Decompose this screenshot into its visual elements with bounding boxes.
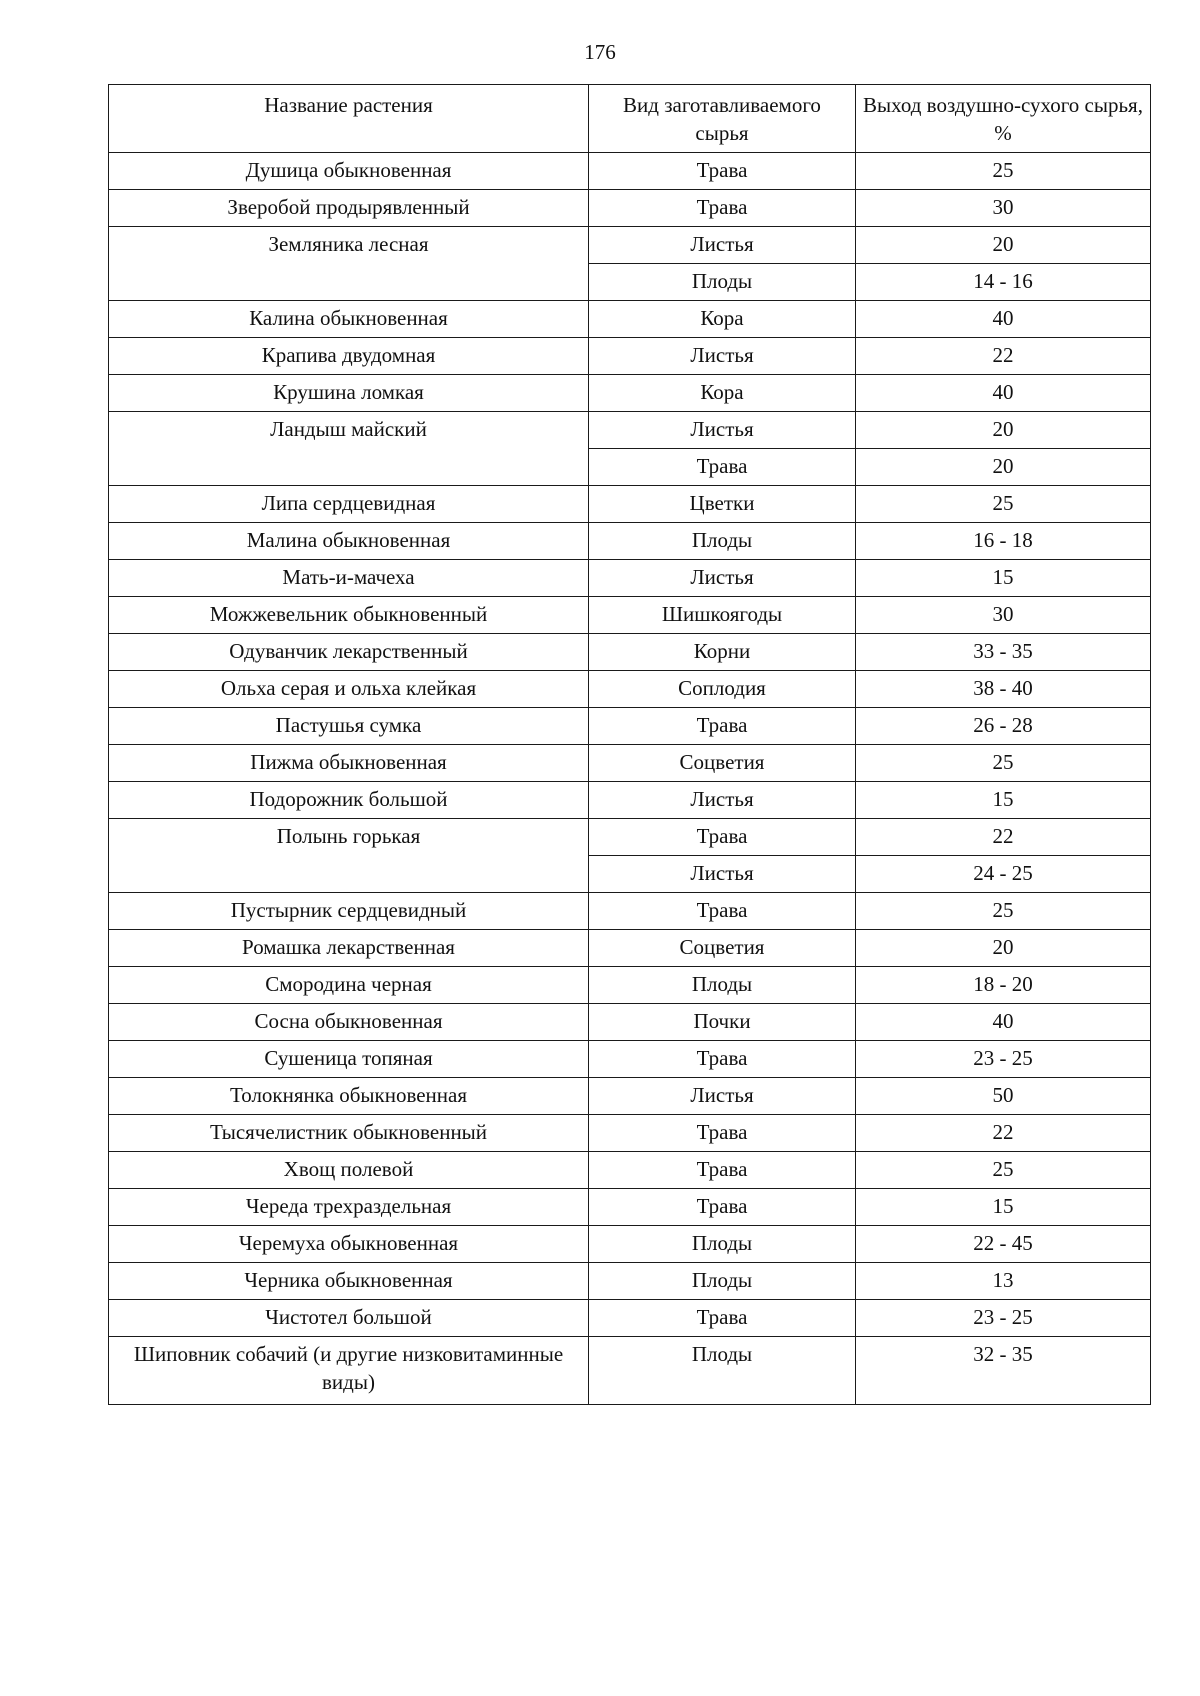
table-row [109,338,1151,375]
plant-name-cell: Чистотел большой [109,1300,589,1337]
table-row [109,153,1151,190]
header-raw-material-type: Вид заготавливаемого сырья [589,85,856,153]
table-row [109,375,1151,412]
raw-material-type-cell: Плоды [589,264,856,301]
raw-material-type-cell: Листья [589,1078,856,1115]
plant-name-cell: Сушеница топяная [109,1041,589,1078]
table-row [109,1152,1151,1189]
raw-material-type-cell: Плоды [589,1263,856,1300]
raw-material-type-cell: Трава [589,893,856,930]
raw-material-type-cell: Листья [589,338,856,375]
plant-name-cell: Земляника лесная [109,227,589,301]
table-row [109,708,1151,745]
raw-material-type-cell: Листья [589,227,856,264]
yield-cell: 18 - 20 [856,967,1151,1004]
yield-cell: 38 - 40 [856,671,1151,708]
raw-material-type-cell: Трава [589,1041,856,1078]
plant-name-cell: Крушина ломкая [109,375,589,412]
raw-material-type-cell: Трава [589,190,856,227]
yield-cell: 16 - 18 [856,523,1151,560]
raw-material-type-cell: Листья [589,412,856,449]
raw-material-type-cell: Плоды [589,1337,856,1405]
raw-material-type-cell: Трава [589,1152,856,1189]
yield-cell: 20 [856,227,1151,264]
table-row [109,1263,1151,1300]
table-row [109,634,1151,671]
raw-material-type-cell: Трава [589,449,856,486]
yield-cell: 23 - 25 [856,1041,1151,1078]
header-row [109,85,1151,153]
plant-name-cell: Подорожник большой [109,782,589,819]
yield-cell: 32 - 35 [856,1337,1151,1405]
raw-material-type-cell: Плоды [589,1226,856,1263]
table-row [109,1115,1151,1152]
raw-material-type-cell: Почки [589,1004,856,1041]
yield-cell: 25 [856,893,1151,930]
table-row [109,560,1151,597]
table-row [109,671,1151,708]
yield-cell: 20 [856,412,1151,449]
raw-material-type-cell: Листья [589,782,856,819]
yield-cell: 15 [856,1189,1151,1226]
yield-cell: 22 [856,819,1151,856]
raw-material-type-cell: Цветки [589,486,856,523]
plant-yield-table [108,84,1151,1405]
plant-name-cell: Пустырник сердцевидный [109,893,589,930]
raw-material-type-cell: Листья [589,856,856,893]
table-row [109,745,1151,782]
header-plant-name: Название растения [109,85,589,153]
table-row [109,190,1151,227]
raw-material-type-cell: Трава [589,153,856,190]
plant-name-cell: Душица обыкновенная [109,153,589,190]
table-row [109,893,1151,930]
yield-cell: 25 [856,745,1151,782]
table-row [109,1078,1151,1115]
yield-cell: 50 [856,1078,1151,1115]
raw-material-type-cell: Соплодия [589,671,856,708]
raw-material-type-cell: Шишкоягоды [589,597,856,634]
raw-material-type-cell: Плоды [589,523,856,560]
plant-name-cell: Шиповник собачий (и другие низковитаминные виды) [109,1337,589,1405]
yield-cell: 22 [856,338,1151,375]
table-row [109,227,1151,264]
table-row [109,967,1151,1004]
raw-material-type-cell: Плоды [589,967,856,1004]
plant-name-cell: Череда трехраздельная [109,1189,589,1226]
table-row [109,301,1151,338]
plant-name-cell: Крапива двудомная [109,338,589,375]
table-body [109,153,1151,1405]
plant-name-cell: Пастушья сумка [109,708,589,745]
plant-name-cell: Пижма обыкновенная [109,745,589,782]
plant-name-cell: Толокнянка обыкновенная [109,1078,589,1115]
plant-name-cell: Черника обыкновенная [109,1263,589,1300]
yield-cell: 40 [856,375,1151,412]
raw-material-type-cell: Соцветия [589,745,856,782]
yield-cell: 22 - 45 [856,1226,1151,1263]
plant-name-cell: Одуванчик лекарственный [109,634,589,671]
table-row [109,486,1151,523]
table-row [109,597,1151,634]
plant-name-cell: Черемуха обыкновенная [109,1226,589,1263]
raw-material-type-cell: Трава [589,1300,856,1337]
plant-name-cell: Ольха серая и ольха клейкая [109,671,589,708]
raw-material-type-cell: Трава [589,1115,856,1152]
plant-name-cell: Ромашка лекарственная [109,930,589,967]
table-row [109,1300,1151,1337]
table-row [109,819,1151,856]
yield-cell: 24 - 25 [856,856,1151,893]
plant-name-cell: Зверобой продырявленный [109,190,589,227]
table-row [109,1004,1151,1041]
raw-material-type-cell: Кора [589,375,856,412]
yield-cell: 25 [856,153,1151,190]
yield-cell: 26 - 28 [856,708,1151,745]
table-row [109,412,1151,449]
table-row [109,1041,1151,1078]
yield-cell: 30 [856,597,1151,634]
plant-name-cell: Смородина черная [109,967,589,1004]
table-row [109,930,1151,967]
raw-material-type-cell: Соцветия [589,930,856,967]
raw-material-type-cell: Трава [589,1189,856,1226]
yield-cell: 23 - 25 [856,1300,1151,1337]
plant-name-cell: Ландыш майский [109,412,589,486]
yield-cell: 20 [856,930,1151,967]
plant-name-cell: Малина обыкновенная [109,523,589,560]
yield-cell: 20 [856,449,1151,486]
table-row [109,1226,1151,1263]
yield-cell: 25 [856,486,1151,523]
raw-material-type-cell: Кора [589,301,856,338]
yield-cell: 40 [856,301,1151,338]
yield-cell: 15 [856,782,1151,819]
raw-material-type-cell: Корни [589,634,856,671]
yield-cell: 30 [856,190,1151,227]
yield-cell: 13 [856,1263,1151,1300]
table-row [109,1337,1151,1405]
plant-name-cell: Липа сердцевидная [109,486,589,523]
plant-name-cell: Калина обыкновенная [109,301,589,338]
table-header [109,85,1151,153]
plant-name-cell: Полынь горькая [109,819,589,893]
yield-cell: 25 [856,1152,1151,1189]
plant-name-cell: Тысячелистник обыкновенный [109,1115,589,1152]
plant-name-cell: Мать-и-мачеха [109,560,589,597]
plant-name-cell: Сосна обыкновенная [109,1004,589,1041]
yield-cell: 14 - 16 [856,264,1151,301]
header-yield-percent: Выход воздушно-сухого сырья, % [856,85,1151,153]
raw-material-type-cell: Трава [589,708,856,745]
plant-name-cell: Хвощ полевой [109,1152,589,1189]
raw-material-type-cell: Листья [589,560,856,597]
page-number: 176 [584,40,616,64]
plant-name-cell: Можжевельник обыкновенный [109,597,589,634]
yield-cell: 15 [856,560,1151,597]
table-row [109,1189,1151,1226]
table-row [109,782,1151,819]
yield-cell: 40 [856,1004,1151,1041]
table-row [109,523,1151,560]
yield-cell: 22 [856,1115,1151,1152]
raw-material-type-cell: Трава [589,819,856,856]
yield-cell: 33 - 35 [856,634,1151,671]
